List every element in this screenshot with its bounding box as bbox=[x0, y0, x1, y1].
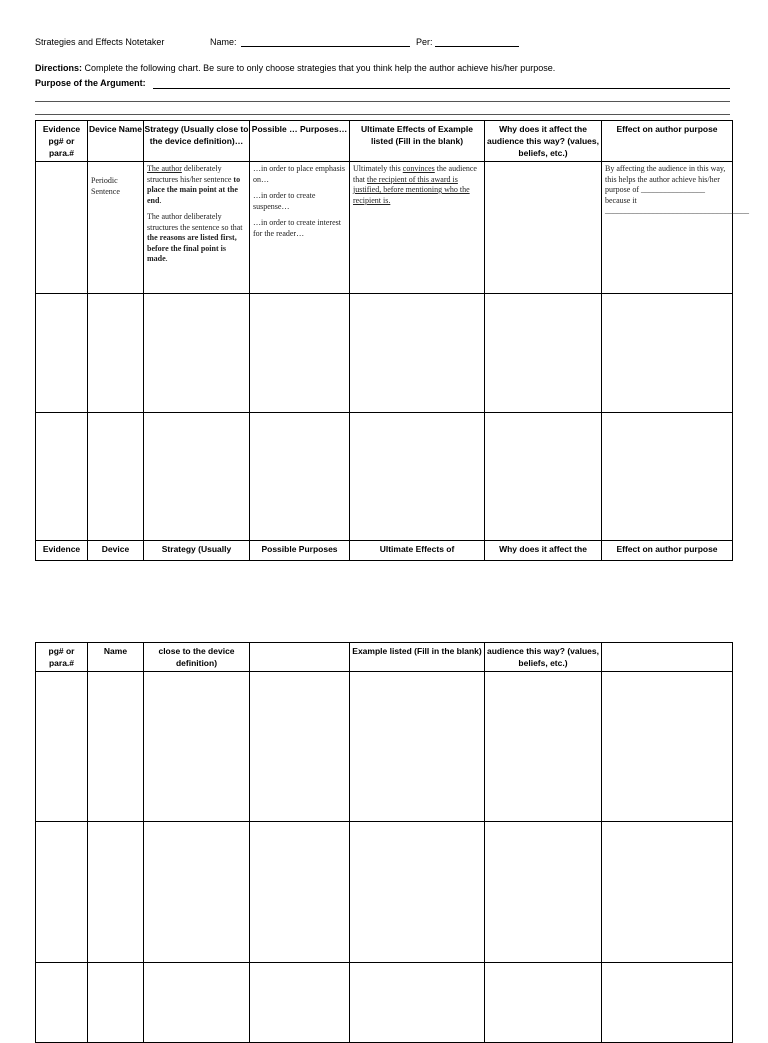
table-row bbox=[36, 822, 733, 963]
example-device-cell[interactable] bbox=[88, 162, 144, 294]
example-strategy-cell[interactable] bbox=[144, 162, 250, 294]
col2-header-evidence: pg# or para.# bbox=[36, 643, 88, 672]
example-effect: Ultimately this convinces the audience that the recipient of this award is justified, before mentioning who the recipient is. bbox=[353, 164, 477, 205]
col2-header-why-affect: audience this way? (values, beliefs, etc.) bbox=[485, 643, 602, 672]
footer-header-ultimate-effects: Ultimate Effects of bbox=[350, 541, 485, 561]
per-label: Per: bbox=[416, 37, 433, 47]
purpose-suspense: …in order to create suspense… bbox=[253, 191, 316, 211]
footer-header-possible-purposes: Possible Purposes bbox=[250, 541, 350, 561]
footer-header-strategy: Strategy (Usually bbox=[144, 541, 250, 561]
example-strategy: The author deliberately structures his/her sentence to place the main point at the end. The author deliberately structures the sentence so that the reasons are listed first, before the final point is made. bbox=[147, 164, 243, 263]
col2-header-strategy: close to the device definition) bbox=[144, 643, 250, 672]
col2-header-name: Name bbox=[88, 643, 144, 672]
footer-header-why-affect: Why does it affect the bbox=[485, 541, 602, 561]
col2-header-author-purpose bbox=[602, 643, 733, 672]
table-footer-header-row bbox=[36, 541, 733, 561]
example-row bbox=[36, 162, 733, 294]
col-header-why-affect: Why does it affect the audience this way? (values, beliefs, etc.) bbox=[485, 121, 602, 162]
worksheet-title: Strategies and Effects Notetaker bbox=[35, 37, 165, 47]
footer-header-evidence: Evidence bbox=[36, 541, 88, 561]
directions-text: Complete the following chart. Be sure to only choose strategies that you think help the author achieve his/her purpose. bbox=[84, 63, 556, 73]
col2-header-purposes bbox=[250, 643, 350, 672]
footer-header-device: Device bbox=[88, 541, 144, 561]
example-purpose-cell[interactable] bbox=[250, 162, 350, 294]
footer-header-author-purpose: Effect on author purpose bbox=[602, 541, 733, 561]
table-row bbox=[36, 672, 733, 822]
example-purposes bbox=[250, 162, 349, 247]
example-effect-cell[interactable] bbox=[350, 162, 485, 294]
col-header-device-name: Device Name bbox=[88, 121, 144, 162]
col-header-ultimate-effects: Ultimate Effects of Example listed (Fill in the blank) bbox=[350, 121, 485, 162]
purpose-line-2[interactable] bbox=[35, 101, 730, 102]
table2-header-row bbox=[36, 643, 733, 672]
col2-header-effects: Example listed (Fill in the blank) bbox=[350, 643, 485, 672]
example-author-purpose-cell[interactable] bbox=[602, 162, 749, 294]
example-author-purpose: By affecting the audience in this way, this helps the author achieve his/her purpose of ________________ because it ____________________________________ bbox=[605, 164, 749, 215]
table-row bbox=[36, 413, 733, 541]
directions bbox=[35, 63, 555, 73]
table-row bbox=[36, 294, 733, 413]
notetaker-table-continued bbox=[35, 642, 733, 1043]
purpose-emphasis: …in order to place emphasis on… bbox=[253, 164, 345, 184]
col-header-evidence: Evidence pg# or para.# bbox=[36, 121, 88, 162]
example-device: Periodic Sentence bbox=[91, 176, 120, 196]
purpose-line-3[interactable] bbox=[35, 114, 730, 115]
col-header-strategy: Strategy (Usually close to the device definition)… bbox=[144, 121, 250, 162]
example-evidence-cell[interactable] bbox=[36, 162, 88, 294]
purpose-label: Purpose of the Argument: bbox=[35, 78, 146, 88]
col-header-author-purpose: Effect on author purpose bbox=[602, 121, 733, 162]
name-label: Name: bbox=[210, 37, 237, 47]
directions-label: Directions: bbox=[35, 63, 83, 73]
purpose-interest: …in order to create interest for the reader… bbox=[253, 218, 341, 238]
table-row bbox=[36, 963, 733, 1043]
example-why-cell[interactable] bbox=[485, 162, 602, 294]
notetaker-table bbox=[35, 120, 749, 561]
purpose-field[interactable] bbox=[153, 88, 730, 89]
col-header-possible-purposes: Possible … Purposes… bbox=[250, 121, 350, 162]
table-header-row bbox=[36, 121, 733, 162]
name-field[interactable] bbox=[241, 46, 410, 47]
period-field[interactable] bbox=[435, 46, 519, 47]
